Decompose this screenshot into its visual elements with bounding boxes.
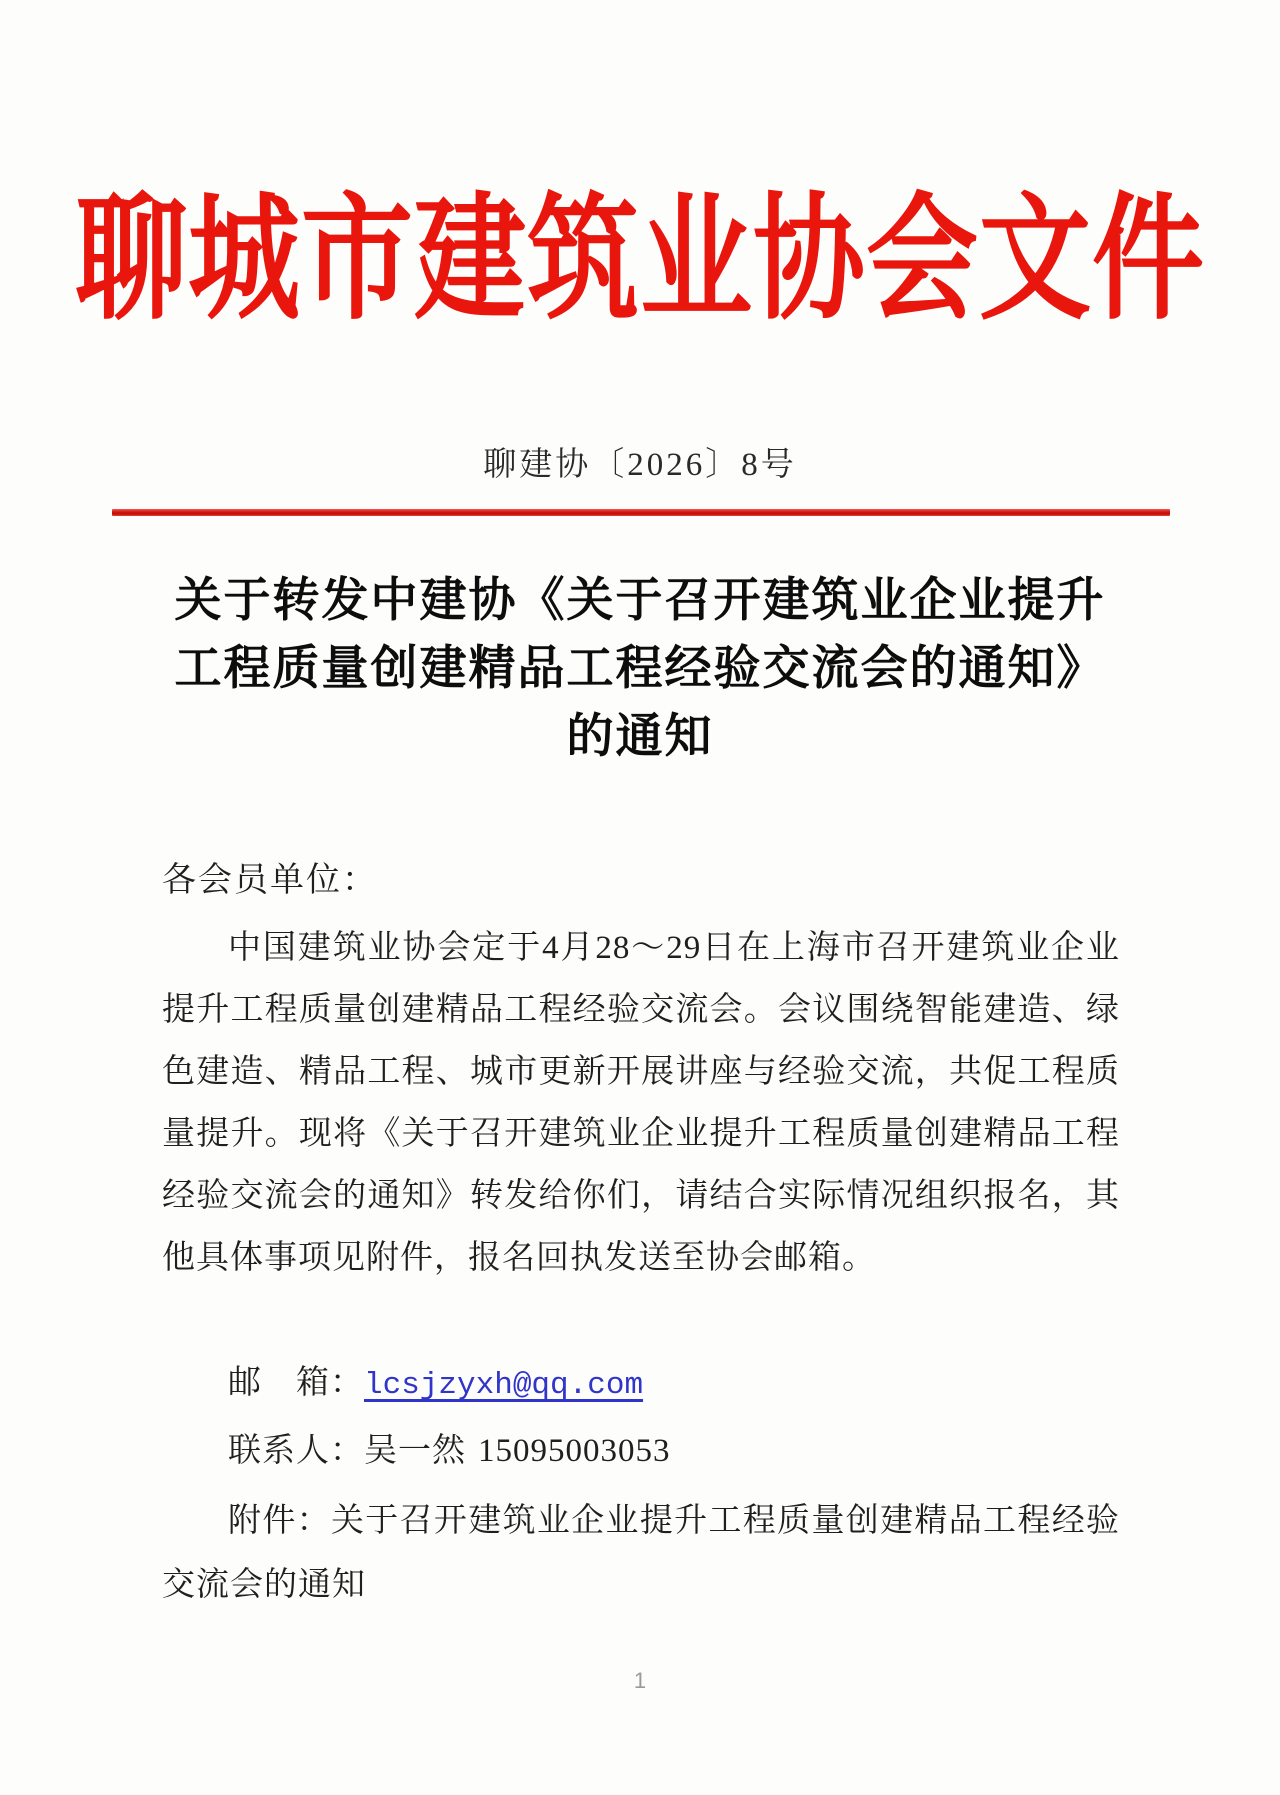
salutation: 各会员单位： xyxy=(162,862,378,899)
email-label: 邮 箱： xyxy=(228,1365,364,1401)
document-title-line-3: 的通知 xyxy=(566,709,714,762)
attachment-line xyxy=(162,1489,1120,1617)
red-divider-rule xyxy=(112,509,1170,516)
document-number: 聊建协〔2026〕8号 xyxy=(483,447,797,483)
document-title-line-1: 关于转发中建协《关于召开建筑业企业提升 xyxy=(174,573,1106,626)
document-title-line-2: 工程质量创建精品工程经验交流会的通知》 xyxy=(174,641,1106,694)
attachment-label: 附件： xyxy=(228,1503,331,1539)
body-paragraph: 中国建筑业协会定于4月28～29日在上海市召开建筑业企业提升工程质量创建精品工程经验交流会。会议围绕智能建造、绿色建造、精品工程、城市更新开展讲座与经验交流，共促工程质量提升。现将《关于召开建筑业企业提升工程质量创建精品工程经验交流会的通知》转发给你们，请结合实际情况组织报名，其他具体事项见附件，报名回执发送至协会邮箱。 xyxy=(162,930,1120,1276)
contact-label: 联系人： xyxy=(228,1433,364,1469)
letterhead-title: 聊城市建筑业协会文件 xyxy=(75,185,1205,337)
document-title xyxy=(90,566,1190,770)
attachment-title: 关于召开建筑业企业提升工程质量创建精品工程经验交流会的通知 xyxy=(162,1503,1121,1603)
contact-name: 吴一然 xyxy=(364,1433,466,1469)
contact-line xyxy=(162,1424,1120,1471)
email-link[interactable]: lcsjzyxh@qq.com xyxy=(364,1368,644,1403)
contact-phone: 15095003053 xyxy=(478,1433,671,1469)
email-line xyxy=(162,1356,1120,1403)
page-number: 1 xyxy=(633,1668,647,1693)
